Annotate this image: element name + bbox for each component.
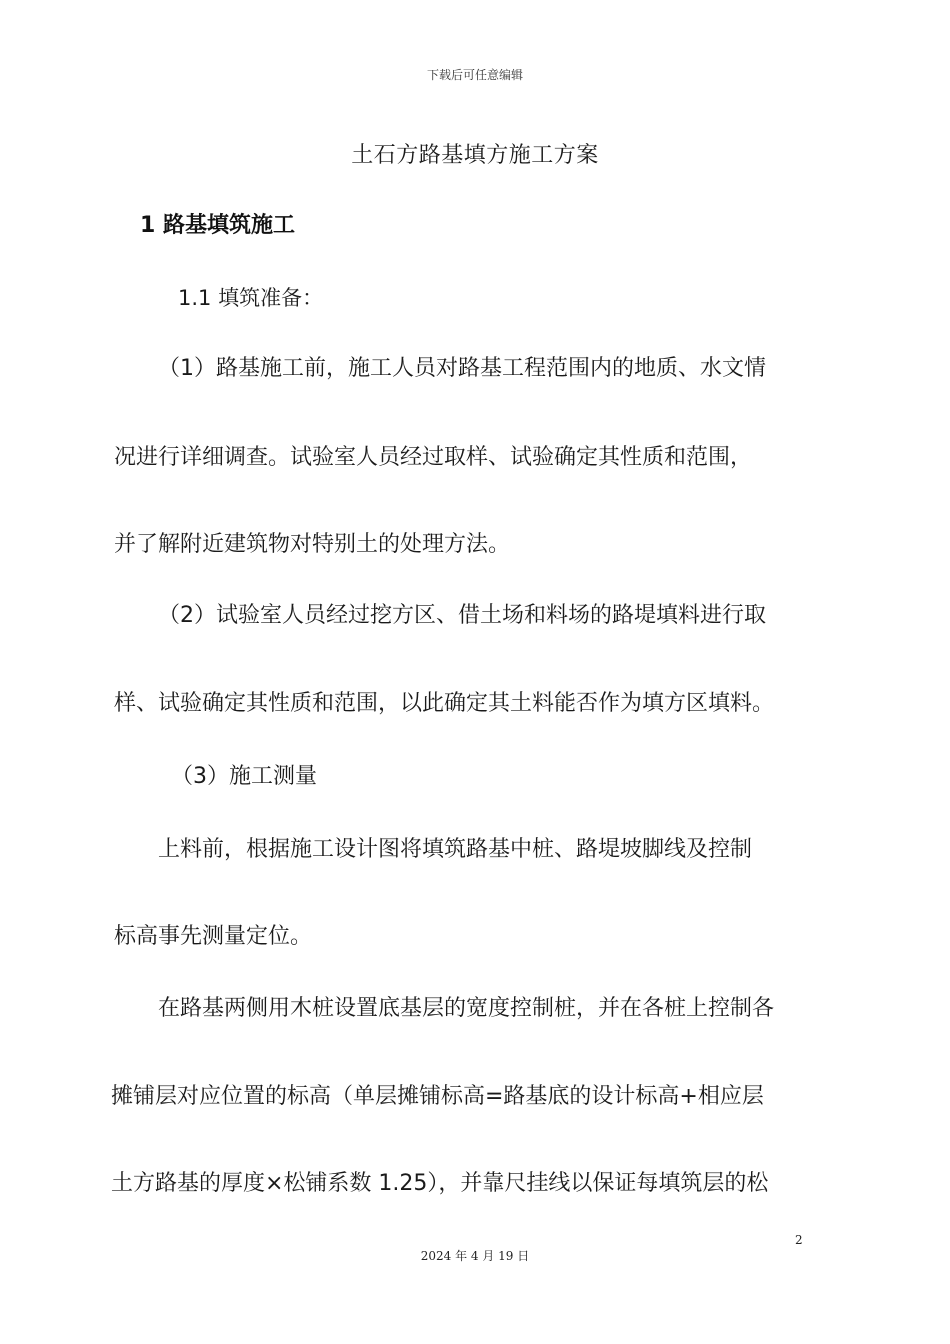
document-title: 土石方路基填方施工方案	[351, 143, 599, 168]
paragraph-line: 况进行详细调查。试验室人员经过取样、试验确定其性质和范围，	[114, 445, 753, 470]
header-note: 下载后可任意编辑	[426, 68, 523, 82]
paragraph-line: 在路基两侧用木桩设置底基层的宽度控制桩，并在各桩上控制各	[158, 996, 775, 1021]
footer-date: 2024 年 4 月 19 日	[420, 1249, 530, 1263]
paragraph-line: 并了解附近建筑物对特别土的处理方法。	[114, 532, 511, 557]
paragraph-line: 标高事先测量定位。	[114, 924, 313, 949]
section-heading: 1 路基填筑施工	[140, 213, 295, 238]
paragraph-line: 土方路基的厚度×松铺系数 1.25），并靠尺挂线以保证每填筑层的松	[111, 1171, 769, 1196]
paragraph-line: （2）试验室人员经过挖方区、借土场和料场的路堤填料进行取	[158, 603, 766, 628]
paragraph-line: 上料前，根据施工设计图将填筑路基中桩、路堤坡脚线及控制	[158, 837, 753, 862]
paragraph-line: （1）路基施工前，施工人员对路基工程范围内的地质、水文情	[158, 356, 766, 381]
paragraph-line: 摊铺层对应位置的标高（单层摊铺标高=路基底的设计标高+相应层	[111, 1084, 764, 1109]
paragraph-line: 样、试验确定其性质和范围，以此确定其土料能否作为填方区填料。	[114, 691, 775, 716]
page-number: 2	[795, 1233, 803, 1247]
subsection-heading: 1.1 填筑准备：	[178, 286, 324, 310]
paragraph-line: （3）施工测量	[171, 764, 317, 789]
